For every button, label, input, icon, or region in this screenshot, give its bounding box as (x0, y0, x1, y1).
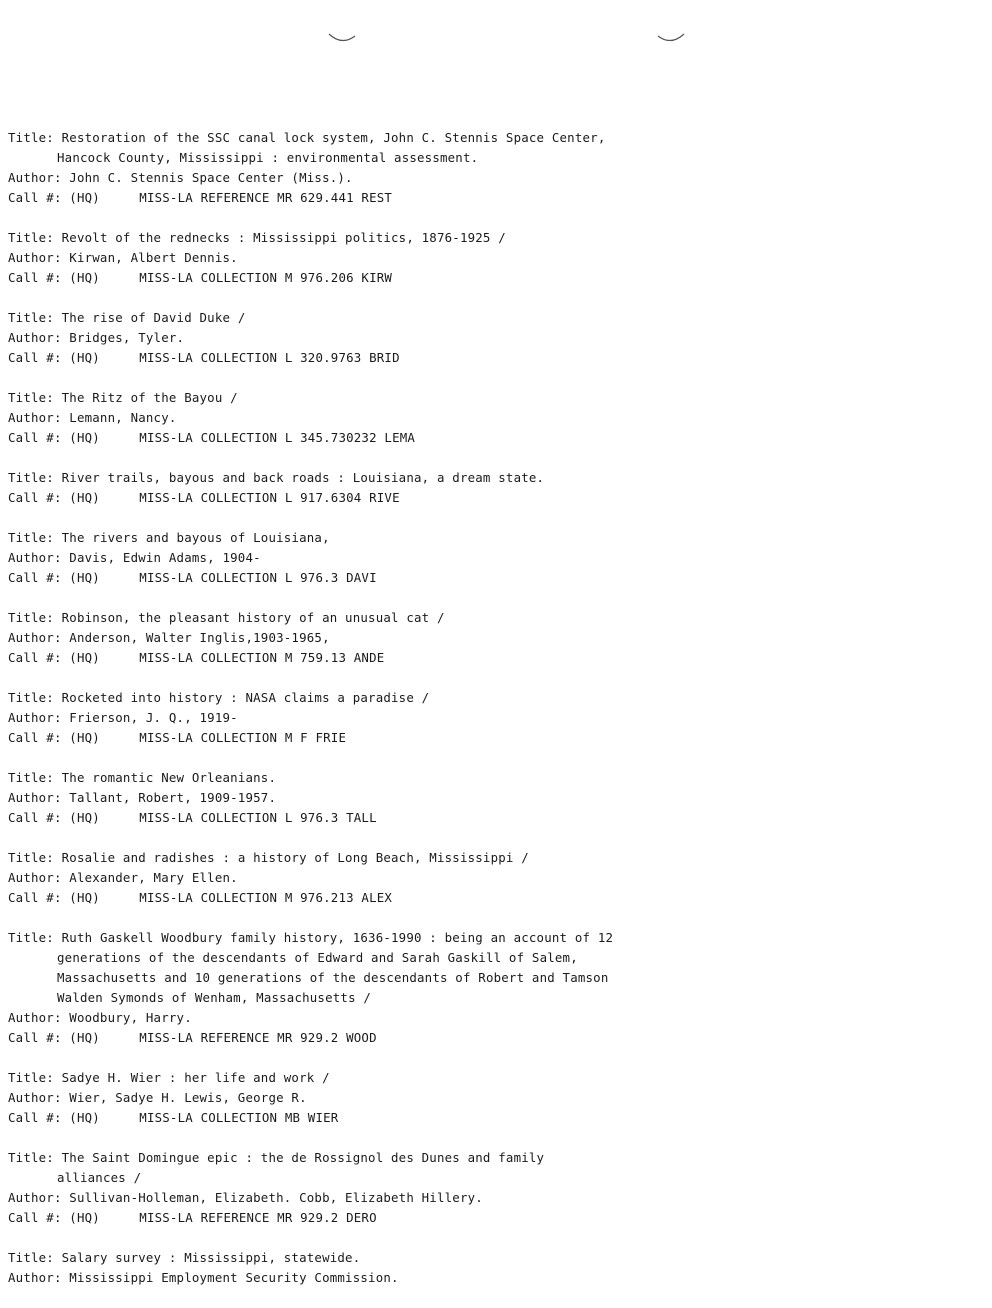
title-text: The rivers and bayous of Louisiana, (61, 530, 330, 545)
call-location: (HQ) (69, 1210, 100, 1225)
catalog-record (8, 1248, 968, 1288)
title-label: Title: (8, 610, 54, 625)
author-label: Author: (8, 550, 62, 565)
catalog-record (8, 928, 968, 1048)
author-line (8, 788, 968, 808)
call-location: (HQ) (69, 810, 100, 825)
author-text: Kirwan, Albert Dennis. (69, 250, 238, 265)
title-text: Restoration of the SSC canal lock system, John C. Stennis Space Center, (61, 130, 606, 145)
title-continuation-line (8, 988, 968, 1008)
call-number-line (8, 1028, 968, 1048)
call-number-line (8, 188, 968, 208)
call-number-line (8, 488, 968, 508)
title-continuation-line (8, 948, 968, 968)
author-text: Bridges, Tyler. (69, 330, 185, 345)
title-text: The romantic New Orleanians. (61, 770, 277, 785)
title-line (8, 128, 968, 148)
call-number-line (8, 888, 968, 908)
call-number-label: Call #: (8, 350, 62, 365)
call-number-line (8, 348, 968, 368)
catalog-record (8, 1148, 968, 1228)
title-text: Rosalie and radishes : a history of Long Beach, Mississippi / (61, 850, 529, 865)
title-line (8, 1068, 968, 1088)
call-number-text: MISS-LA REFERENCE MR 629.441 REST (139, 190, 393, 205)
title-text: Robinson, the pleasant history of an unusual cat / (61, 610, 445, 625)
author-label: Author: (8, 630, 62, 645)
title-text: The rise of David Duke / (61, 310, 246, 325)
call-number-label: Call #: (8, 190, 62, 205)
call-number-text: MISS-LA COLLECTION L 976.3 TALL (139, 810, 377, 825)
title-line (8, 608, 968, 628)
call-number-label: Call #: (8, 270, 62, 285)
author-label: Author: (8, 170, 62, 185)
hole-punch-mark-right (656, 30, 686, 46)
call-location: (HQ) (69, 650, 100, 665)
call-location: (HQ) (69, 570, 100, 585)
title-line (8, 768, 968, 788)
author-label: Author: (8, 710, 62, 725)
title-label: Title: (8, 1150, 54, 1165)
call-number-text: MISS-LA COLLECTION M 759.13 ANDE (139, 650, 385, 665)
title-continuation-line (8, 148, 968, 168)
call-number-text: MISS-LA COLLECTION M F FRIE (139, 730, 347, 745)
title-line (8, 688, 968, 708)
call-number-line (8, 428, 968, 448)
call-location: (HQ) (69, 190, 100, 205)
author-label: Author: (8, 790, 62, 805)
catalog-record (8, 308, 968, 368)
author-text: Sullivan-Holleman, Elizabeth. Cobb, Elizabeth Hillery. (69, 1190, 483, 1205)
author-text: John C. Stennis Space Center (Miss.). (69, 170, 353, 185)
title-label: Title: (8, 1250, 54, 1265)
title-line (8, 1248, 968, 1268)
call-number-text: MISS-LA COLLECTION M 976.206 KIRW (139, 270, 393, 285)
punch-curve-icon (656, 30, 686, 46)
title-text: Salary survey : Mississippi, statewide. (61, 1250, 361, 1265)
title-line (8, 848, 968, 868)
title-line (8, 928, 968, 948)
author-line (8, 1008, 968, 1028)
call-number-text: MISS-LA COLLECTION L 976.3 DAVI (139, 570, 377, 585)
call-location: (HQ) (69, 350, 100, 365)
catalog-record (8, 608, 968, 668)
title-text: Rocketed into history : NASA claims a paradise / (61, 690, 430, 705)
call-location: (HQ) (69, 730, 100, 745)
call-number-label: Call #: (8, 1210, 62, 1225)
catalog-record (8, 128, 968, 208)
call-location: (HQ) (69, 890, 100, 905)
author-text: Woodbury, Harry. (69, 1010, 192, 1025)
author-label: Author: (8, 1090, 62, 1105)
author-label: Author: (8, 330, 62, 345)
catalog-record-list (8, 128, 968, 1308)
catalog-record (8, 228, 968, 288)
call-number-line (8, 728, 968, 748)
title-text: Sadye H. Wier : her life and work / (61, 1070, 330, 1085)
call-number-line (8, 1208, 968, 1228)
author-line (8, 408, 968, 428)
title-label: Title: (8, 1070, 54, 1085)
call-number-line (8, 268, 968, 288)
title-text: River trails, bayous and back roads : Louisiana, a dream state. (61, 470, 545, 485)
author-line (8, 708, 968, 728)
title-text: generations of the descendants of Edward and Sarah Gaskill of Salem, (57, 950, 578, 965)
title-label: Title: (8, 690, 54, 705)
call-number-label: Call #: (8, 650, 62, 665)
author-label: Author: (8, 1010, 62, 1025)
title-label: Title: (8, 130, 54, 145)
call-number-text: MISS-LA COLLECTION M 976.213 ALEX (139, 890, 393, 905)
author-line (8, 1088, 968, 1108)
author-line (8, 328, 968, 348)
catalog-record (8, 468, 968, 508)
author-line (8, 168, 968, 188)
author-label: Author: (8, 1190, 62, 1205)
title-text: Walden Symonds of Wenham, Massachusetts / (57, 990, 372, 1005)
author-label: Author: (8, 870, 62, 885)
call-number-text: MISS-LA COLLECTION L 320.9763 BRID (139, 350, 400, 365)
title-label: Title: (8, 470, 54, 485)
title-label: Title: (8, 230, 54, 245)
catalog-record (8, 688, 968, 748)
call-number-label: Call #: (8, 490, 62, 505)
call-location: (HQ) (69, 270, 100, 285)
call-number-label: Call #: (8, 570, 62, 585)
title-text: alliances / (57, 1170, 142, 1185)
catalog-record (8, 528, 968, 588)
call-location: (HQ) (69, 430, 100, 445)
author-text: Frierson, J. Q., 1919- (69, 710, 238, 725)
call-number-line (8, 1108, 968, 1128)
title-label: Title: (8, 530, 54, 545)
call-number-text: MISS-LA REFERENCE MR 929.2 WOOD (139, 1030, 377, 1045)
author-text: Alexander, Mary Ellen. (69, 870, 238, 885)
call-number-text: MISS-LA COLLECTION L 345.730232 LEMA (139, 430, 416, 445)
title-text: Massachusetts and 10 generations of the descendants of Robert and Tamson (57, 970, 609, 985)
call-number-label: Call #: (8, 890, 62, 905)
catalog-record (8, 768, 968, 828)
title-continuation-line (8, 968, 968, 988)
title-text: Hancock County, Mississippi : environmental assessment. (57, 150, 479, 165)
author-line (8, 1268, 968, 1288)
call-number-line (8, 568, 968, 588)
call-number-label: Call #: (8, 730, 62, 745)
catalog-record (8, 388, 968, 448)
title-label: Title: (8, 930, 54, 945)
author-line (8, 248, 968, 268)
author-text: Lemann, Nancy. (69, 410, 177, 425)
call-number-label: Call #: (8, 1030, 62, 1045)
title-line (8, 388, 968, 408)
call-number-label: Call #: (8, 1110, 62, 1125)
title-label: Title: (8, 390, 54, 405)
author-text: Davis, Edwin Adams, 1904- (69, 550, 261, 565)
title-continuation-line (8, 1168, 968, 1188)
call-number-label: Call #: (8, 430, 62, 445)
call-number-line (8, 808, 968, 828)
title-label: Title: (8, 310, 54, 325)
title-text: Ruth Gaskell Woodbury family history, 1636-1990 : being an account of 12 (61, 930, 614, 945)
author-line (8, 628, 968, 648)
title-text: The Saint Domingue epic : the de Rossignol des Dunes and family (61, 1150, 545, 1165)
call-number-text: MISS-LA REFERENCE MR 929.2 DERO (139, 1210, 377, 1225)
call-location: (HQ) (69, 490, 100, 505)
title-text: Revolt of the rednecks : Mississippi politics, 1876-1925 / (61, 230, 506, 245)
call-number-text: MISS-LA COLLECTION L 917.6304 RIVE (139, 490, 400, 505)
author-label: Author: (8, 250, 62, 265)
catalog-record (8, 848, 968, 908)
author-line (8, 548, 968, 568)
call-number-label: Call #: (8, 810, 62, 825)
title-line (8, 308, 968, 328)
title-label: Title: (8, 770, 54, 785)
author-text: Tallant, Robert, 1909-1957. (69, 790, 277, 805)
author-line (8, 868, 968, 888)
title-line (8, 228, 968, 248)
call-number-text: MISS-LA COLLECTION MB WIER (139, 1110, 339, 1125)
title-text: The Ritz of the Bayou / (61, 390, 238, 405)
author-label: Author: (8, 1270, 62, 1285)
call-location: (HQ) (69, 1030, 100, 1045)
author-text: Wier, Sadye H. Lewis, George R. (69, 1090, 307, 1105)
author-line (8, 1188, 968, 1208)
title-line (8, 1148, 968, 1168)
author-text: Mississippi Employment Security Commission. (69, 1270, 399, 1285)
catalog-record (8, 1068, 968, 1128)
punch-curve-icon (327, 30, 357, 46)
call-number-line (8, 648, 968, 668)
author-text: Anderson, Walter Inglis,1903-1965, (69, 630, 330, 645)
call-location: (HQ) (69, 1110, 100, 1125)
title-label: Title: (8, 850, 54, 865)
author-label: Author: (8, 410, 62, 425)
title-line (8, 468, 968, 488)
title-line (8, 528, 968, 548)
hole-punch-mark-left (327, 30, 357, 46)
